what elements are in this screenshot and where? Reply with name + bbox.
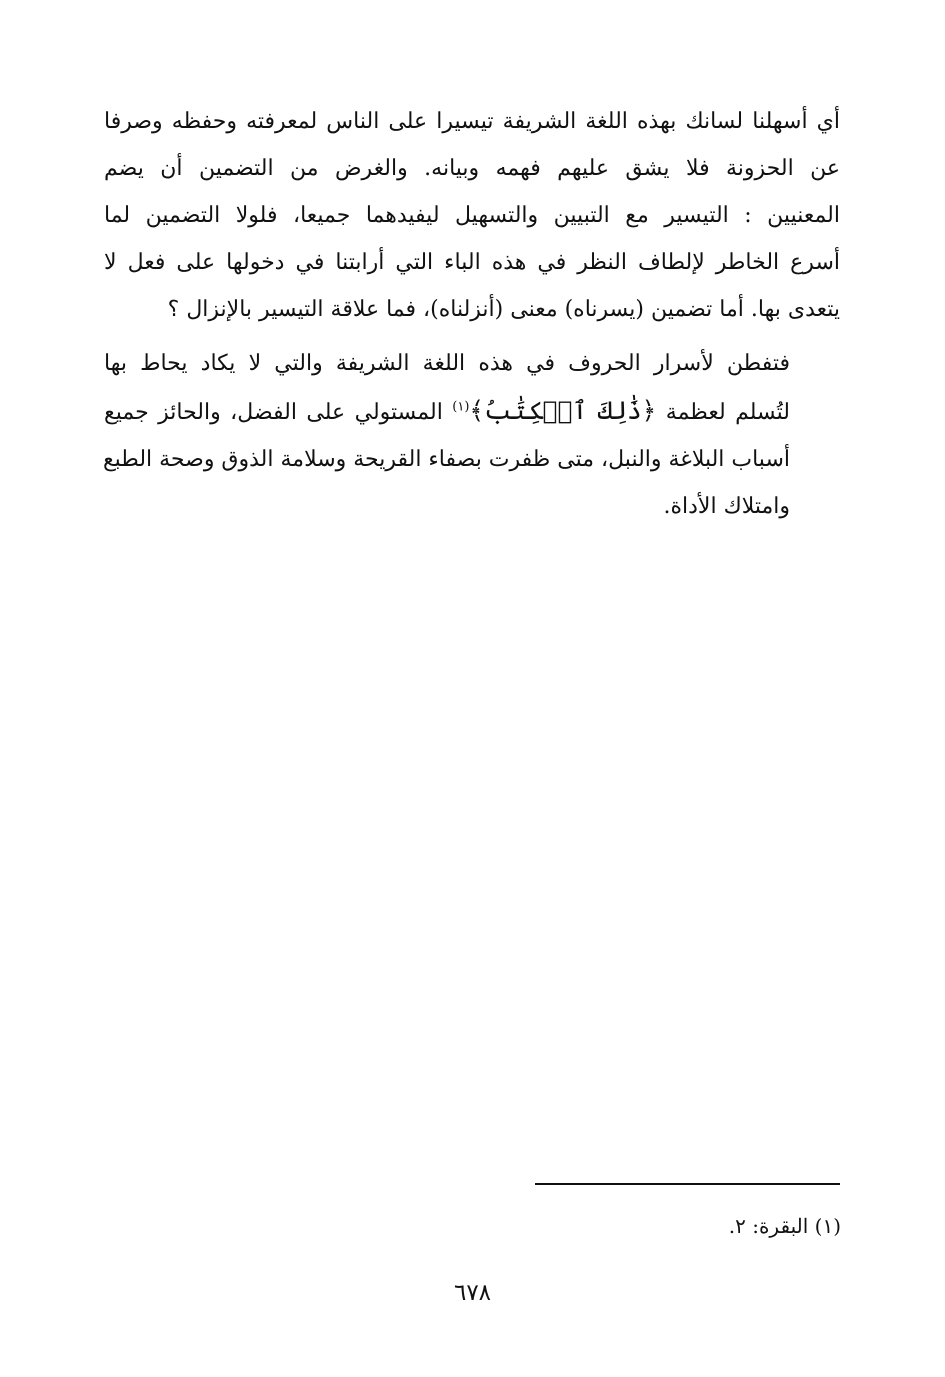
text-line: وامتلاك الأداة. [663,494,790,519]
text-line: فتفطن لأسرار الحروف في هذه اللغة الشريفة والتي لا يكاد يحاط بها [104,351,790,376]
main-text [104,98,840,530]
footnote-reference[interactable]: (١) [452,399,470,415]
paragraph-1 [104,98,840,333]
text-line: أي أسهلنا لسانك بهذه اللغة الشريفة تيسيرا على الناس لمعرفته وحفظه وصرفا [104,109,840,134]
paragraph-2 [104,340,840,530]
text-line: المعنيين : التيسير مع التبيين والتسهيل ليفيدهما جميعا، فلولا التضمين لما [104,203,840,228]
text-line: أسباب البلاغة والنبل، متى ظفرت بصفاء القريحة وسلامة الذوق وصحة الطبع [102,447,790,472]
text-segment: لتُسلم لعظمة [656,400,791,425]
footnote-separator [535,1183,840,1185]
text-line [104,387,840,436]
text-line: يتعدى بها. أما تضمين (يسرناه) معنى (أنزلناه)، فما علاقة التيسير بالإنزال ؟ [167,297,840,322]
text-segment: المستولي على الفضل، والحائز جميع [104,400,453,425]
quran-quote: ﴿ذَٰلِكَ ٱلۡكِتَٰبُ﴾ [469,396,657,425]
text-line: عن الحزونة فلا يشق عليهم فهمه وبيانه. والغرض من التضمين أن يضم [104,156,840,181]
page-number: ٦٧٨ [453,1280,492,1306]
footnote: (١) البقرة: ٢. [728,1214,841,1238]
text-line: أسرع الخاطر لإلطاف النظر في هذه الباء التي أرابتنا في دخولها على فعل لا [104,250,840,275]
